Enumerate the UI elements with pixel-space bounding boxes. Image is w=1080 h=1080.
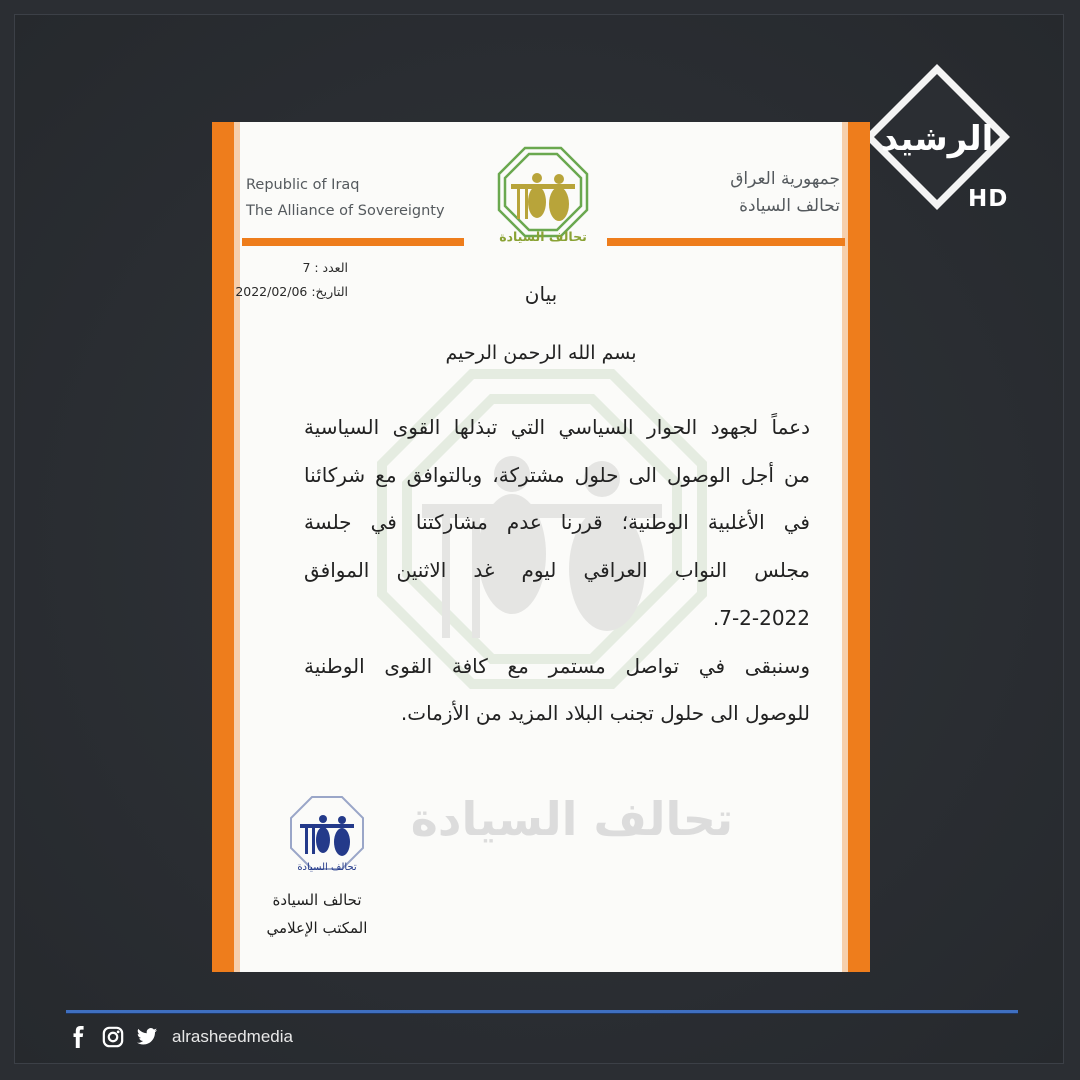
statement-line: من أجل الوصول الى حلول مشتركة، وبالتوافق مع شركائنا bbox=[304, 462, 810, 487]
letterhead-arabic-org: تحالف السيادة bbox=[739, 196, 840, 216]
facebook-icon[interactable] bbox=[68, 1026, 90, 1048]
right-accent-bar bbox=[848, 122, 870, 972]
letterhead-english-org: The Alliance of Sovereignty bbox=[246, 203, 445, 219]
statement-line: مجلس النواب العراقي ليوم غد الاثنين الموافق bbox=[304, 558, 810, 583]
statement-line: للوصول الى حلول تجنب البلاد المزيد من الأزمات. bbox=[400, 701, 810, 726]
header-divider-left bbox=[242, 238, 464, 246]
watermark-text: تحالف السيادة bbox=[410, 792, 734, 846]
statement-document bbox=[212, 122, 870, 972]
statement-line: وسنبقى في تواصل مستمر مع كافة القوى الوطنية bbox=[304, 653, 810, 678]
social-bar bbox=[68, 1022, 293, 1052]
social-handle[interactable]: alrasheedmedia bbox=[172, 1027, 293, 1046]
document-date: التاريخ: 2022/02/06 bbox=[235, 284, 348, 299]
letterhead-english-country: Republic of Iraq bbox=[246, 177, 360, 193]
statement-line: دعماً لجهود الحوار السياسي التي تبذلها القوى السياسية bbox=[304, 415, 810, 439]
basmala: بسم الله الرحمن الرحيم bbox=[445, 342, 637, 364]
header-divider-right bbox=[607, 238, 845, 246]
hd-badge: HD bbox=[968, 186, 1009, 212]
left-accent-bar bbox=[212, 122, 234, 972]
footer-divider bbox=[66, 1010, 1018, 1013]
statement-line: 7-2-2022. bbox=[712, 605, 810, 630]
document-number: العدد : 7 bbox=[302, 260, 348, 275]
statement-body bbox=[304, 404, 810, 738]
letterhead-arabic bbox=[640, 166, 840, 220]
channel-logo-text: الرشيد bbox=[880, 119, 994, 159]
signature-block bbox=[242, 886, 392, 942]
statement-title: بيان bbox=[524, 282, 558, 306]
letterhead-arabic-country: جمهورية العراق bbox=[730, 169, 840, 189]
signature-logo-icon bbox=[288, 794, 366, 872]
letterhead-english bbox=[246, 172, 445, 224]
signature-logo-caption: تحالف السيادة bbox=[297, 862, 357, 873]
signature-org: تحالف السيادة bbox=[272, 891, 362, 909]
signature-office: المكتب الإعلامي bbox=[266, 919, 368, 937]
alliance-logo-caption: تحالف السيادة bbox=[499, 229, 587, 244]
statement-line: في الأغلبية الوطنية؛ قررنا عدم مشاركتنا في جلسة bbox=[304, 510, 810, 535]
instagram-icon[interactable] bbox=[102, 1026, 124, 1048]
twitter-icon[interactable] bbox=[136, 1026, 158, 1048]
